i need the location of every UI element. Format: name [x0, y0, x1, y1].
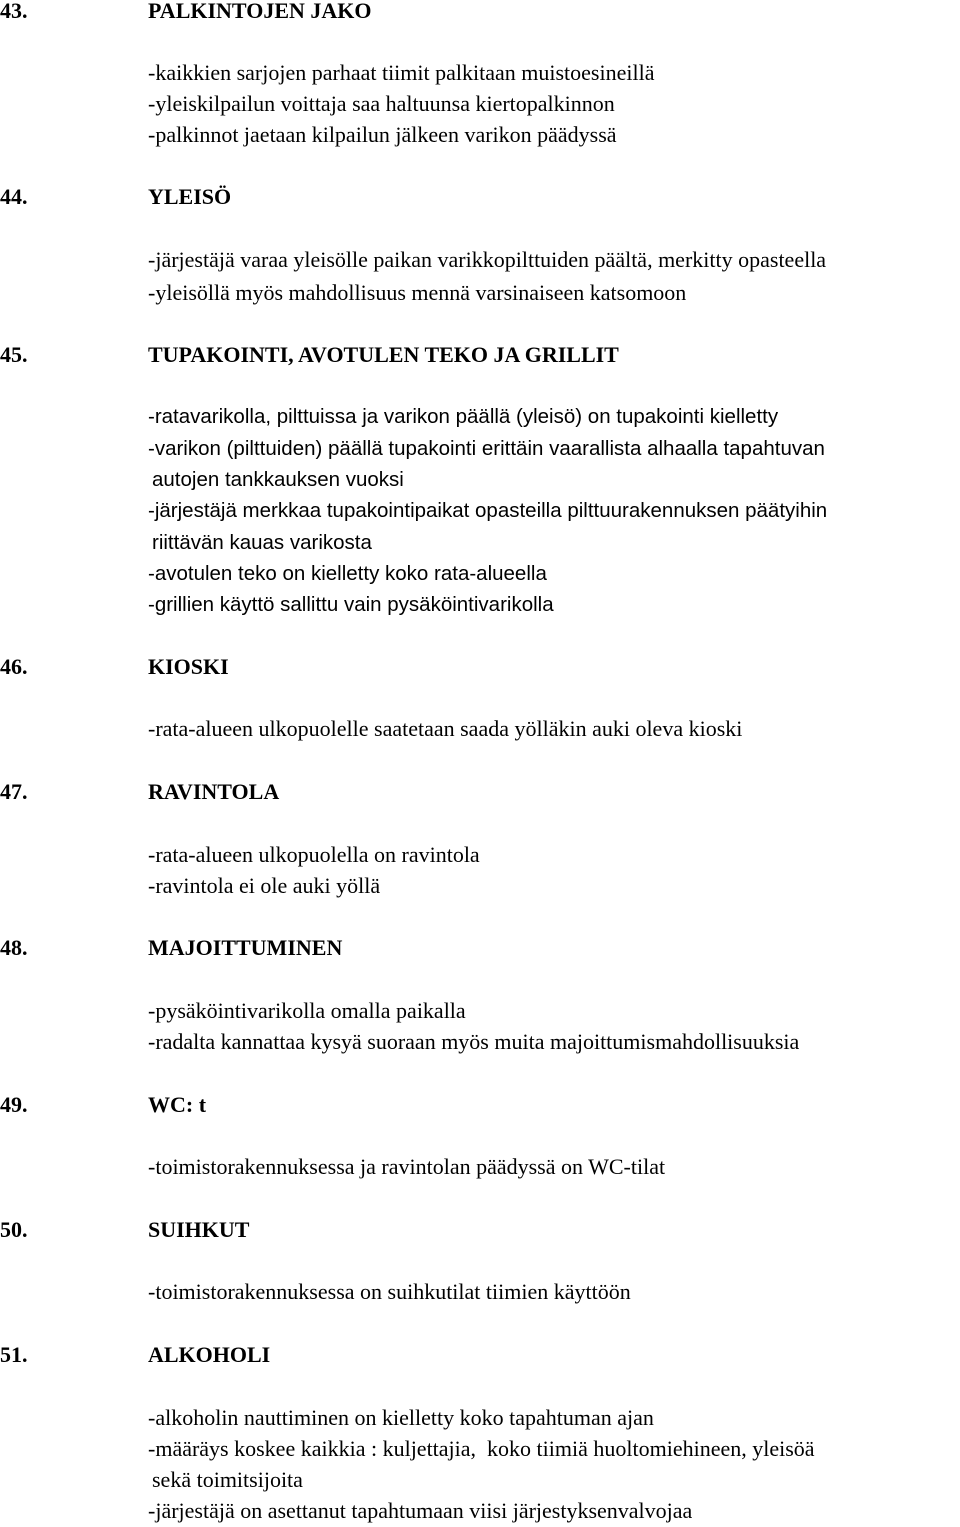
section-number: 50. — [0, 1217, 28, 1242]
section-title: ALKOHOLI — [148, 1342, 271, 1367]
section-number: 49. — [0, 1092, 28, 1117]
section-number: 45. — [0, 342, 28, 367]
body-line: -varikon (pilttuiden) päällä tupakointi erittäin vaarallista alhaalla tapahtuvan — [148, 437, 825, 460]
section-number: 47. — [0, 779, 28, 804]
body-line: -järjestäjä on asettanut tapahtumaan viisi järjestyksenvalvojaa — [148, 1498, 693, 1523]
body-line: -ratavarikolla, pilttuissa ja varikon päällä (yleisö) on tupakointi kielletty — [148, 405, 779, 428]
section-number: 51. — [0, 1342, 28, 1367]
body-line: -palkinnot jaetaan kilpailun jälkeen varikon päädyssä — [148, 122, 617, 147]
section-number: 43. — [0, 0, 28, 23]
section-title: KIOSKI — [148, 654, 229, 679]
body-line: -yleisöllä myös mahdollisuus mennä varsinaiseen katsomoon — [148, 280, 687, 305]
body-line: riittävän kauas varikosta — [152, 531, 372, 554]
body-line: -pysäköintivarikolla omalla paikalla — [148, 998, 466, 1023]
body-line: -rata-alueen ulkopuolelle saatetaan saada yölläkin auki oleva kioski — [148, 716, 743, 741]
section-number: 44. — [0, 184, 28, 209]
body-line: autojen tankkauksen vuoksi — [152, 468, 404, 491]
body-line: -järjestäjä varaa yleisölle paikan varikkopilttuiden päältä, merkitty opasteella — [148, 247, 827, 272]
section-title: MAJOITTUMINEN — [148, 935, 343, 960]
body-line: -rata-alueen ulkopuolella on ravintola — [148, 842, 480, 867]
body-line: -grillien käyttö sallittu vain pysäköintivarikolla — [148, 593, 554, 616]
section-title: SUIHKUT — [148, 1217, 250, 1242]
body-line: -toimistorakennuksessa on suihkutilat tiimien käyttöön — [148, 1279, 631, 1304]
section-title: PALKINTOJEN JAKO — [148, 0, 372, 23]
body-line: -ravintola ei ole auki yöllä — [148, 873, 381, 898]
body-line: -järjestäjä merkkaa tupakointipaikat opasteilla pilttuurakennuksen päätyihin — [148, 499, 828, 522]
section-number: 48. — [0, 935, 28, 960]
body-line: -avotulen teko on kielletty koko rata-alueella — [148, 562, 547, 585]
body-line: -toimistorakennuksessa ja ravintolan päädyssä on WC-tilat — [148, 1154, 666, 1179]
section-title: RAVINTOLA — [148, 779, 280, 804]
body-line: -alkoholin nauttiminen on kielletty koko tapahtuman ajan — [148, 1405, 654, 1430]
section-title: YLEISÖ — [148, 184, 232, 209]
section-title: WC: t — [148, 1092, 207, 1117]
body-line: sekä toimitsijoita — [152, 1467, 303, 1492]
body-line: -radalta kannattaa kysyä suoraan myös muita majoittumismahdollisuuksia — [148, 1029, 800, 1054]
body-line: -kaikkien sarjojen parhaat tiimit palkitaan muistoesineillä — [148, 60, 655, 85]
section-number: 46. — [0, 654, 28, 679]
section-title: TUPAKOINTI, AVOTULEN TEKO JA GRILLIT — [148, 342, 619, 367]
body-line: -yleiskilpailun voittaja saa haltuunsa kiertopalkinnon — [148, 91, 615, 116]
body-line: -määräys koskee kaikkia : kuljettajia, koko tiimiä huoltomiehineen, yleisöä — [148, 1436, 815, 1461]
